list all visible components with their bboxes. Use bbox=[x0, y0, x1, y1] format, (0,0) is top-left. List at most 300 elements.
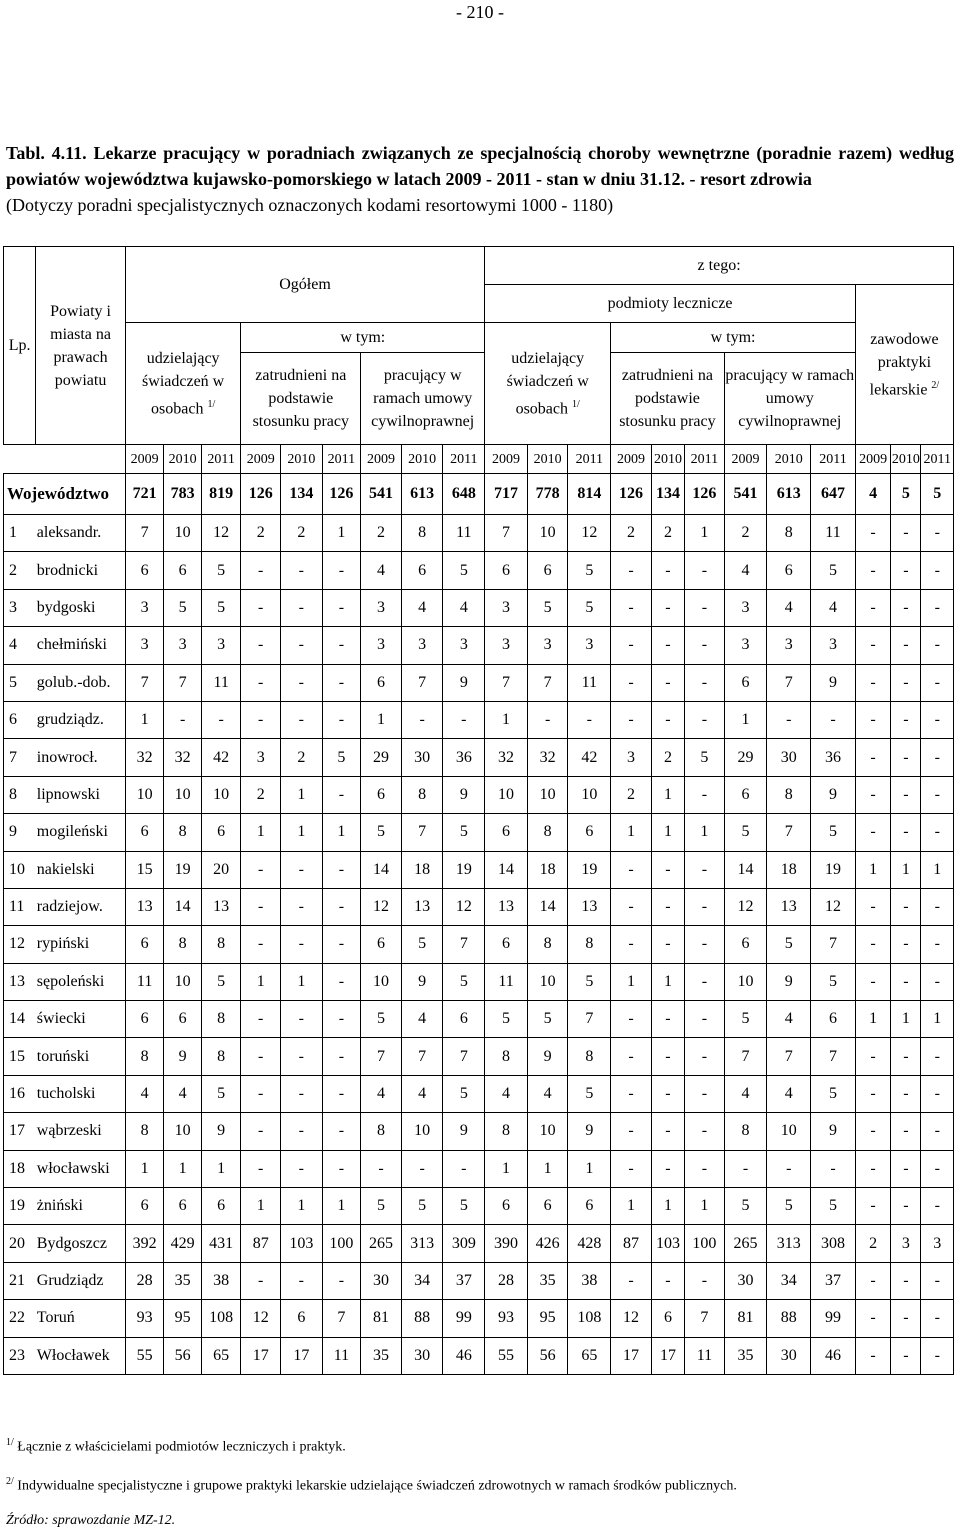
row-value: 8 bbox=[164, 926, 201, 963]
row-value: - bbox=[891, 1262, 921, 1299]
wojewodztwo-section bbox=[4, 474, 954, 515]
row-value: 265 bbox=[724, 1225, 767, 1262]
row-value: - bbox=[891, 552, 921, 589]
row-value: 9 bbox=[811, 664, 856, 701]
row-value: - bbox=[322, 589, 361, 626]
row-value: - bbox=[651, 664, 684, 701]
row-value: 93 bbox=[125, 1300, 164, 1337]
row-value: 14 bbox=[724, 851, 767, 888]
row-value: 1 bbox=[724, 701, 767, 738]
row-value: 14 bbox=[164, 888, 201, 925]
row-value: 4 bbox=[724, 1075, 767, 1112]
row-value: - bbox=[685, 1075, 725, 1112]
row-value: 7 bbox=[685, 1300, 725, 1337]
row-value: 2 bbox=[241, 776, 281, 813]
row-value: 313 bbox=[767, 1225, 811, 1262]
row-value: 55 bbox=[125, 1337, 164, 1374]
row-value: 6 bbox=[201, 814, 241, 851]
row-value: 3 bbox=[241, 739, 281, 776]
udzielajacy-header-ogolem: udzielający świadczeń w osobach $^{1/}$ bbox=[125, 323, 241, 445]
row-value: 5 bbox=[443, 963, 485, 1000]
table-row bbox=[4, 1075, 954, 1112]
row-value: - bbox=[685, 776, 725, 813]
row-value: 5 bbox=[811, 1075, 856, 1112]
row-value: 36 bbox=[811, 739, 856, 776]
wojewodztwo-value: 778 bbox=[527, 474, 568, 515]
row-value: 5 bbox=[811, 814, 856, 851]
row-value: 5 bbox=[767, 1188, 811, 1225]
row-value: 1 bbox=[280, 1188, 322, 1225]
row-value: 5 bbox=[201, 552, 241, 589]
row-value: 10 bbox=[724, 963, 767, 1000]
row-value: 8 bbox=[568, 926, 611, 963]
row-value: - bbox=[611, 1075, 652, 1112]
row-powiat-name: inowrocł. bbox=[36, 739, 126, 776]
row-value: - bbox=[921, 926, 954, 963]
row-value: 7 bbox=[361, 1038, 402, 1075]
row-value: 6 bbox=[361, 776, 402, 813]
row-value: - bbox=[611, 888, 652, 925]
row-value: 7 bbox=[527, 664, 568, 701]
row-value: 19 bbox=[568, 851, 611, 888]
row-value: 56 bbox=[164, 1337, 201, 1374]
row-value: 4 bbox=[401, 1001, 443, 1038]
row-value: 30 bbox=[767, 1337, 811, 1374]
row-value: 6 bbox=[443, 1001, 485, 1038]
row-value: - bbox=[611, 627, 652, 664]
row-value: 30 bbox=[724, 1262, 767, 1299]
wojewodztwo-value: 783 bbox=[164, 474, 201, 515]
row-lp: 17 bbox=[4, 1113, 36, 1150]
row-value: 17 bbox=[651, 1337, 684, 1374]
row-value: - bbox=[280, 1001, 322, 1038]
wojewodztwo-value: 126 bbox=[611, 474, 652, 515]
wojewodztwo-value: 814 bbox=[568, 474, 611, 515]
row-value: 30 bbox=[401, 1337, 443, 1374]
year-cell: 2010 bbox=[651, 445, 684, 474]
row-value: 5 bbox=[724, 814, 767, 851]
row-value: 10 bbox=[527, 963, 568, 1000]
row-value: 1 bbox=[891, 1001, 921, 1038]
ogolem-header: Ogółem bbox=[125, 247, 484, 323]
year-cell: 2011 bbox=[443, 445, 485, 474]
row-value: - bbox=[855, 1075, 890, 1112]
row-value: 5 bbox=[443, 1075, 485, 1112]
year-row-spacer bbox=[4, 445, 126, 474]
row-powiat-name: wąbrzeski bbox=[36, 1113, 126, 1150]
row-value: - bbox=[855, 1262, 890, 1299]
row-value: 7 bbox=[811, 1038, 856, 1075]
wojewodztwo-value: 647 bbox=[811, 474, 856, 515]
row-value: 28 bbox=[125, 1262, 164, 1299]
row-value: 103 bbox=[280, 1225, 322, 1262]
row-value: - bbox=[322, 851, 361, 888]
row-value: 38 bbox=[568, 1262, 611, 1299]
row-value: 1 bbox=[611, 1188, 652, 1225]
wojewodztwo-value: 5 bbox=[891, 474, 921, 515]
table-row bbox=[4, 515, 954, 552]
row-value: 56 bbox=[527, 1337, 568, 1374]
row-value: 18 bbox=[767, 851, 811, 888]
table-row bbox=[4, 589, 954, 626]
table-row bbox=[4, 1150, 954, 1187]
row-value: 35 bbox=[724, 1337, 767, 1374]
year-cell: 2011 bbox=[568, 445, 611, 474]
row-value: - bbox=[651, 552, 684, 589]
row-value: 103 bbox=[651, 1225, 684, 1262]
row-value: 6 bbox=[767, 552, 811, 589]
row-value: - bbox=[322, 552, 361, 589]
row-value: - bbox=[891, 963, 921, 1000]
row-value: - bbox=[241, 1262, 281, 1299]
row-value: - bbox=[241, 1113, 281, 1150]
row-value: 1 bbox=[164, 1150, 201, 1187]
row-value: - bbox=[651, 627, 684, 664]
row-value: - bbox=[921, 1337, 954, 1374]
row-value: - bbox=[322, 664, 361, 701]
row-value: 13 bbox=[568, 888, 611, 925]
row-value: 1 bbox=[322, 515, 361, 552]
row-value: 100 bbox=[322, 1225, 361, 1262]
row-value: 2 bbox=[361, 515, 402, 552]
row-value: - bbox=[651, 1113, 684, 1150]
row-value: 7 bbox=[322, 1300, 361, 1337]
row-value: 6 bbox=[401, 552, 443, 589]
row-value: 14 bbox=[527, 888, 568, 925]
wojewodztwo-value: 541 bbox=[724, 474, 767, 515]
z-tego-header: z tego: bbox=[485, 247, 954, 285]
row-value: - bbox=[322, 701, 361, 738]
row-value: 42 bbox=[568, 739, 611, 776]
row-value: 6 bbox=[125, 1188, 164, 1225]
row-value: 1 bbox=[485, 1150, 528, 1187]
row-value: 99 bbox=[443, 1300, 485, 1337]
row-value: - bbox=[443, 1150, 485, 1187]
row-value: 100 bbox=[685, 1225, 725, 1262]
year-row bbox=[4, 445, 954, 474]
row-value: - bbox=[651, 1075, 684, 1112]
row-value: 17 bbox=[611, 1337, 652, 1374]
udzielajacy-header-podmioty: udzielający świadczeń w osobach $^{1/}$ bbox=[485, 323, 611, 445]
row-value: 1 bbox=[651, 963, 684, 1000]
row-value: 95 bbox=[164, 1300, 201, 1337]
row-value: - bbox=[855, 515, 890, 552]
row-value: 12 bbox=[201, 515, 241, 552]
row-value: - bbox=[241, 701, 281, 738]
row-value: 1 bbox=[921, 851, 954, 888]
row-value: 12 bbox=[443, 888, 485, 925]
row-lp: 19 bbox=[4, 1188, 36, 1225]
wojewodztwo-row bbox=[4, 474, 954, 515]
row-lp: 13 bbox=[4, 963, 36, 1000]
row-value: 93 bbox=[485, 1300, 528, 1337]
row-value: - bbox=[921, 589, 954, 626]
w-tym-header-ogolem: w tym: bbox=[241, 323, 485, 353]
row-value: 9 bbox=[767, 963, 811, 1000]
row-value: - bbox=[921, 664, 954, 701]
row-value: 3 bbox=[201, 627, 241, 664]
wojewodztwo-value: 541 bbox=[361, 474, 402, 515]
row-value: 81 bbox=[361, 1300, 402, 1337]
row-value: 1 bbox=[280, 963, 322, 1000]
wojewodztwo-value: 126 bbox=[322, 474, 361, 515]
row-value: - bbox=[685, 589, 725, 626]
row-value: - bbox=[322, 1113, 361, 1150]
row-value: 10 bbox=[527, 776, 568, 813]
table-row bbox=[4, 926, 954, 963]
table-row bbox=[4, 1262, 954, 1299]
row-value: 11 bbox=[443, 515, 485, 552]
row-value: 3 bbox=[361, 627, 402, 664]
row-value: - bbox=[443, 701, 485, 738]
row-value: - bbox=[855, 814, 890, 851]
row-value: 5 bbox=[811, 552, 856, 589]
row-value: 3 bbox=[401, 627, 443, 664]
row-value: 3 bbox=[811, 627, 856, 664]
row-value: 1 bbox=[485, 701, 528, 738]
row-value: - bbox=[241, 627, 281, 664]
row-value: - bbox=[685, 926, 725, 963]
row-value: - bbox=[891, 926, 921, 963]
row-value: 108 bbox=[568, 1300, 611, 1337]
row-value: 5 bbox=[527, 589, 568, 626]
row-value: - bbox=[891, 739, 921, 776]
row-value: 8 bbox=[724, 1113, 767, 1150]
row-value: 11 bbox=[201, 664, 241, 701]
table-row bbox=[4, 1337, 954, 1374]
row-value: 9 bbox=[443, 1113, 485, 1150]
row-value: 2 bbox=[611, 776, 652, 813]
row-powiat-name: toruński bbox=[36, 1038, 126, 1075]
row-value: - bbox=[611, 1038, 652, 1075]
row-value: 11 bbox=[685, 1337, 725, 1374]
row-value: - bbox=[921, 888, 954, 925]
row-value: - bbox=[651, 851, 684, 888]
row-value: 5 bbox=[568, 589, 611, 626]
row-value: 38 bbox=[201, 1262, 241, 1299]
row-value: - bbox=[685, 701, 725, 738]
powiat-rows bbox=[4, 515, 954, 1375]
row-value: 19 bbox=[164, 851, 201, 888]
row-value: 65 bbox=[201, 1337, 241, 1374]
row-value: 10 bbox=[164, 776, 201, 813]
row-value: 8 bbox=[767, 515, 811, 552]
row-value: 9 bbox=[527, 1038, 568, 1075]
table-row bbox=[4, 701, 954, 738]
row-value: 6 bbox=[485, 552, 528, 589]
table-row bbox=[4, 1113, 954, 1150]
year-cell: 2010 bbox=[767, 445, 811, 474]
row-value: 392 bbox=[125, 1225, 164, 1262]
row-value: - bbox=[855, 888, 890, 925]
row-value: 1 bbox=[322, 1188, 361, 1225]
row-value: - bbox=[611, 589, 652, 626]
table-header bbox=[4, 247, 954, 474]
row-value: - bbox=[280, 627, 322, 664]
row-value: 3 bbox=[724, 589, 767, 626]
row-value: 11 bbox=[811, 515, 856, 552]
row-value: 35 bbox=[361, 1337, 402, 1374]
row-value: - bbox=[855, 1188, 890, 1225]
row-value: 7 bbox=[401, 1038, 443, 1075]
row-lp: 16 bbox=[4, 1075, 36, 1112]
wojewodztwo-value: 721 bbox=[125, 474, 164, 515]
row-value: 42 bbox=[201, 739, 241, 776]
row-value: 30 bbox=[767, 739, 811, 776]
table-row bbox=[4, 552, 954, 589]
row-value: - bbox=[611, 664, 652, 701]
row-value: - bbox=[241, 1038, 281, 1075]
row-value: 81 bbox=[724, 1300, 767, 1337]
row-value: 4 bbox=[767, 1001, 811, 1038]
row-value: 11 bbox=[568, 664, 611, 701]
row-value: - bbox=[891, 814, 921, 851]
row-value: 1 bbox=[685, 814, 725, 851]
year-cell: 2009 bbox=[361, 445, 402, 474]
row-value: 5 bbox=[724, 1001, 767, 1038]
wojewodztwo-value: 126 bbox=[685, 474, 725, 515]
row-value: - bbox=[401, 701, 443, 738]
row-value: - bbox=[891, 515, 921, 552]
row-value: 9 bbox=[443, 664, 485, 701]
row-value: 5 bbox=[811, 1188, 856, 1225]
row-lp: 6 bbox=[4, 701, 36, 738]
row-value: 1 bbox=[611, 814, 652, 851]
row-value: - bbox=[855, 664, 890, 701]
row-value: 17 bbox=[280, 1337, 322, 1374]
row-value: 12 bbox=[611, 1300, 652, 1337]
row-value: - bbox=[651, 1262, 684, 1299]
row-value: - bbox=[611, 1113, 652, 1150]
row-value: 6 bbox=[568, 814, 611, 851]
row-value: - bbox=[921, 1038, 954, 1075]
row-value: - bbox=[685, 963, 725, 1000]
row-value: - bbox=[891, 1113, 921, 1150]
sup-1: 1/ bbox=[207, 398, 216, 410]
row-powiat-name: Grudziądz bbox=[36, 1262, 126, 1299]
row-value: - bbox=[855, 926, 890, 963]
row-value: 32 bbox=[164, 739, 201, 776]
row-value: 6 bbox=[125, 1001, 164, 1038]
row-value: 5 bbox=[443, 1188, 485, 1225]
row-lp: 14 bbox=[4, 1001, 36, 1038]
row-value: 29 bbox=[724, 739, 767, 776]
row-value: - bbox=[921, 814, 954, 851]
row-value: - bbox=[767, 701, 811, 738]
row-value: 3 bbox=[767, 627, 811, 664]
row-value: 5 bbox=[201, 1075, 241, 1112]
row-value: 5 bbox=[527, 1001, 568, 1038]
row-value: 308 bbox=[811, 1225, 856, 1262]
row-value: 1 bbox=[891, 851, 921, 888]
row-value: 5 bbox=[443, 552, 485, 589]
row-value: 2 bbox=[280, 515, 322, 552]
row-value: - bbox=[685, 664, 725, 701]
row-value: 12 bbox=[724, 888, 767, 925]
row-value: 1 bbox=[280, 776, 322, 813]
row-value: 6 bbox=[164, 1001, 201, 1038]
row-value: 14 bbox=[361, 851, 402, 888]
row-value: - bbox=[611, 926, 652, 963]
row-value: - bbox=[280, 701, 322, 738]
year-cell: 2009 bbox=[611, 445, 652, 474]
row-value: 7 bbox=[125, 515, 164, 552]
row-value: 12 bbox=[568, 515, 611, 552]
row-lp: 23 bbox=[4, 1337, 36, 1374]
row-value: 6 bbox=[724, 926, 767, 963]
row-powiat-name: golub.-dob. bbox=[36, 664, 126, 701]
wojewodztwo-label: Województwo bbox=[4, 474, 126, 515]
year-cell: 2010 bbox=[891, 445, 921, 474]
row-value: 4 bbox=[401, 1075, 443, 1112]
row-value: 13 bbox=[201, 888, 241, 925]
row-value: - bbox=[322, 1038, 361, 1075]
row-powiat-name: chełmiński bbox=[36, 627, 126, 664]
row-value: 7 bbox=[811, 926, 856, 963]
row-value: 3 bbox=[527, 627, 568, 664]
row-value: - bbox=[855, 1337, 890, 1374]
row-value: 7 bbox=[485, 664, 528, 701]
row-value: - bbox=[651, 589, 684, 626]
row-value: 5 bbox=[401, 926, 443, 963]
row-powiat-name: brodnicki bbox=[36, 552, 126, 589]
row-value: 1 bbox=[241, 1188, 281, 1225]
row-value: 1 bbox=[125, 701, 164, 738]
row-value: 8 bbox=[164, 814, 201, 851]
row-lp: 20 bbox=[4, 1225, 36, 1262]
wojewodztwo-value: 717 bbox=[485, 474, 528, 515]
year-cell: 2009 bbox=[125, 445, 164, 474]
row-value: 3 bbox=[164, 627, 201, 664]
row-value: 1 bbox=[322, 814, 361, 851]
row-value: 1 bbox=[241, 814, 281, 851]
year-cell: 2009 bbox=[724, 445, 767, 474]
row-value: 8 bbox=[527, 814, 568, 851]
row-value: - bbox=[811, 701, 856, 738]
row-value: 32 bbox=[485, 739, 528, 776]
row-value: 6 bbox=[125, 552, 164, 589]
row-value: 4 bbox=[401, 589, 443, 626]
row-lp: 4 bbox=[4, 627, 36, 664]
row-value: - bbox=[401, 1150, 443, 1187]
row-value: - bbox=[201, 701, 241, 738]
row-value: 14 bbox=[485, 851, 528, 888]
row-value: 88 bbox=[401, 1300, 443, 1337]
row-value: 15 bbox=[125, 851, 164, 888]
row-value: - bbox=[280, 1113, 322, 1150]
row-value: - bbox=[685, 1262, 725, 1299]
row-powiat-name: bydgoski bbox=[36, 589, 126, 626]
table-row bbox=[4, 888, 954, 925]
row-value: 1 bbox=[280, 814, 322, 851]
row-lp: 2 bbox=[4, 552, 36, 589]
pracujacy-header-podmioty: pracujący w ramach umowy cywilnoprawnej bbox=[724, 353, 855, 445]
row-value: 4 bbox=[361, 552, 402, 589]
row-value: 46 bbox=[811, 1337, 856, 1374]
row-value: - bbox=[855, 1300, 890, 1337]
row-value: 19 bbox=[811, 851, 856, 888]
row-value: 7 bbox=[724, 1038, 767, 1075]
row-value: - bbox=[611, 552, 652, 589]
row-value: 3 bbox=[724, 627, 767, 664]
row-value: 1 bbox=[201, 1150, 241, 1187]
row-value: - bbox=[241, 926, 281, 963]
row-value: 4 bbox=[125, 1075, 164, 1112]
row-value: - bbox=[322, 963, 361, 1000]
w-tym-header-podmioty: w tym: bbox=[611, 323, 856, 353]
year-cell: 2010 bbox=[280, 445, 322, 474]
row-value: 8 bbox=[485, 1038, 528, 1075]
